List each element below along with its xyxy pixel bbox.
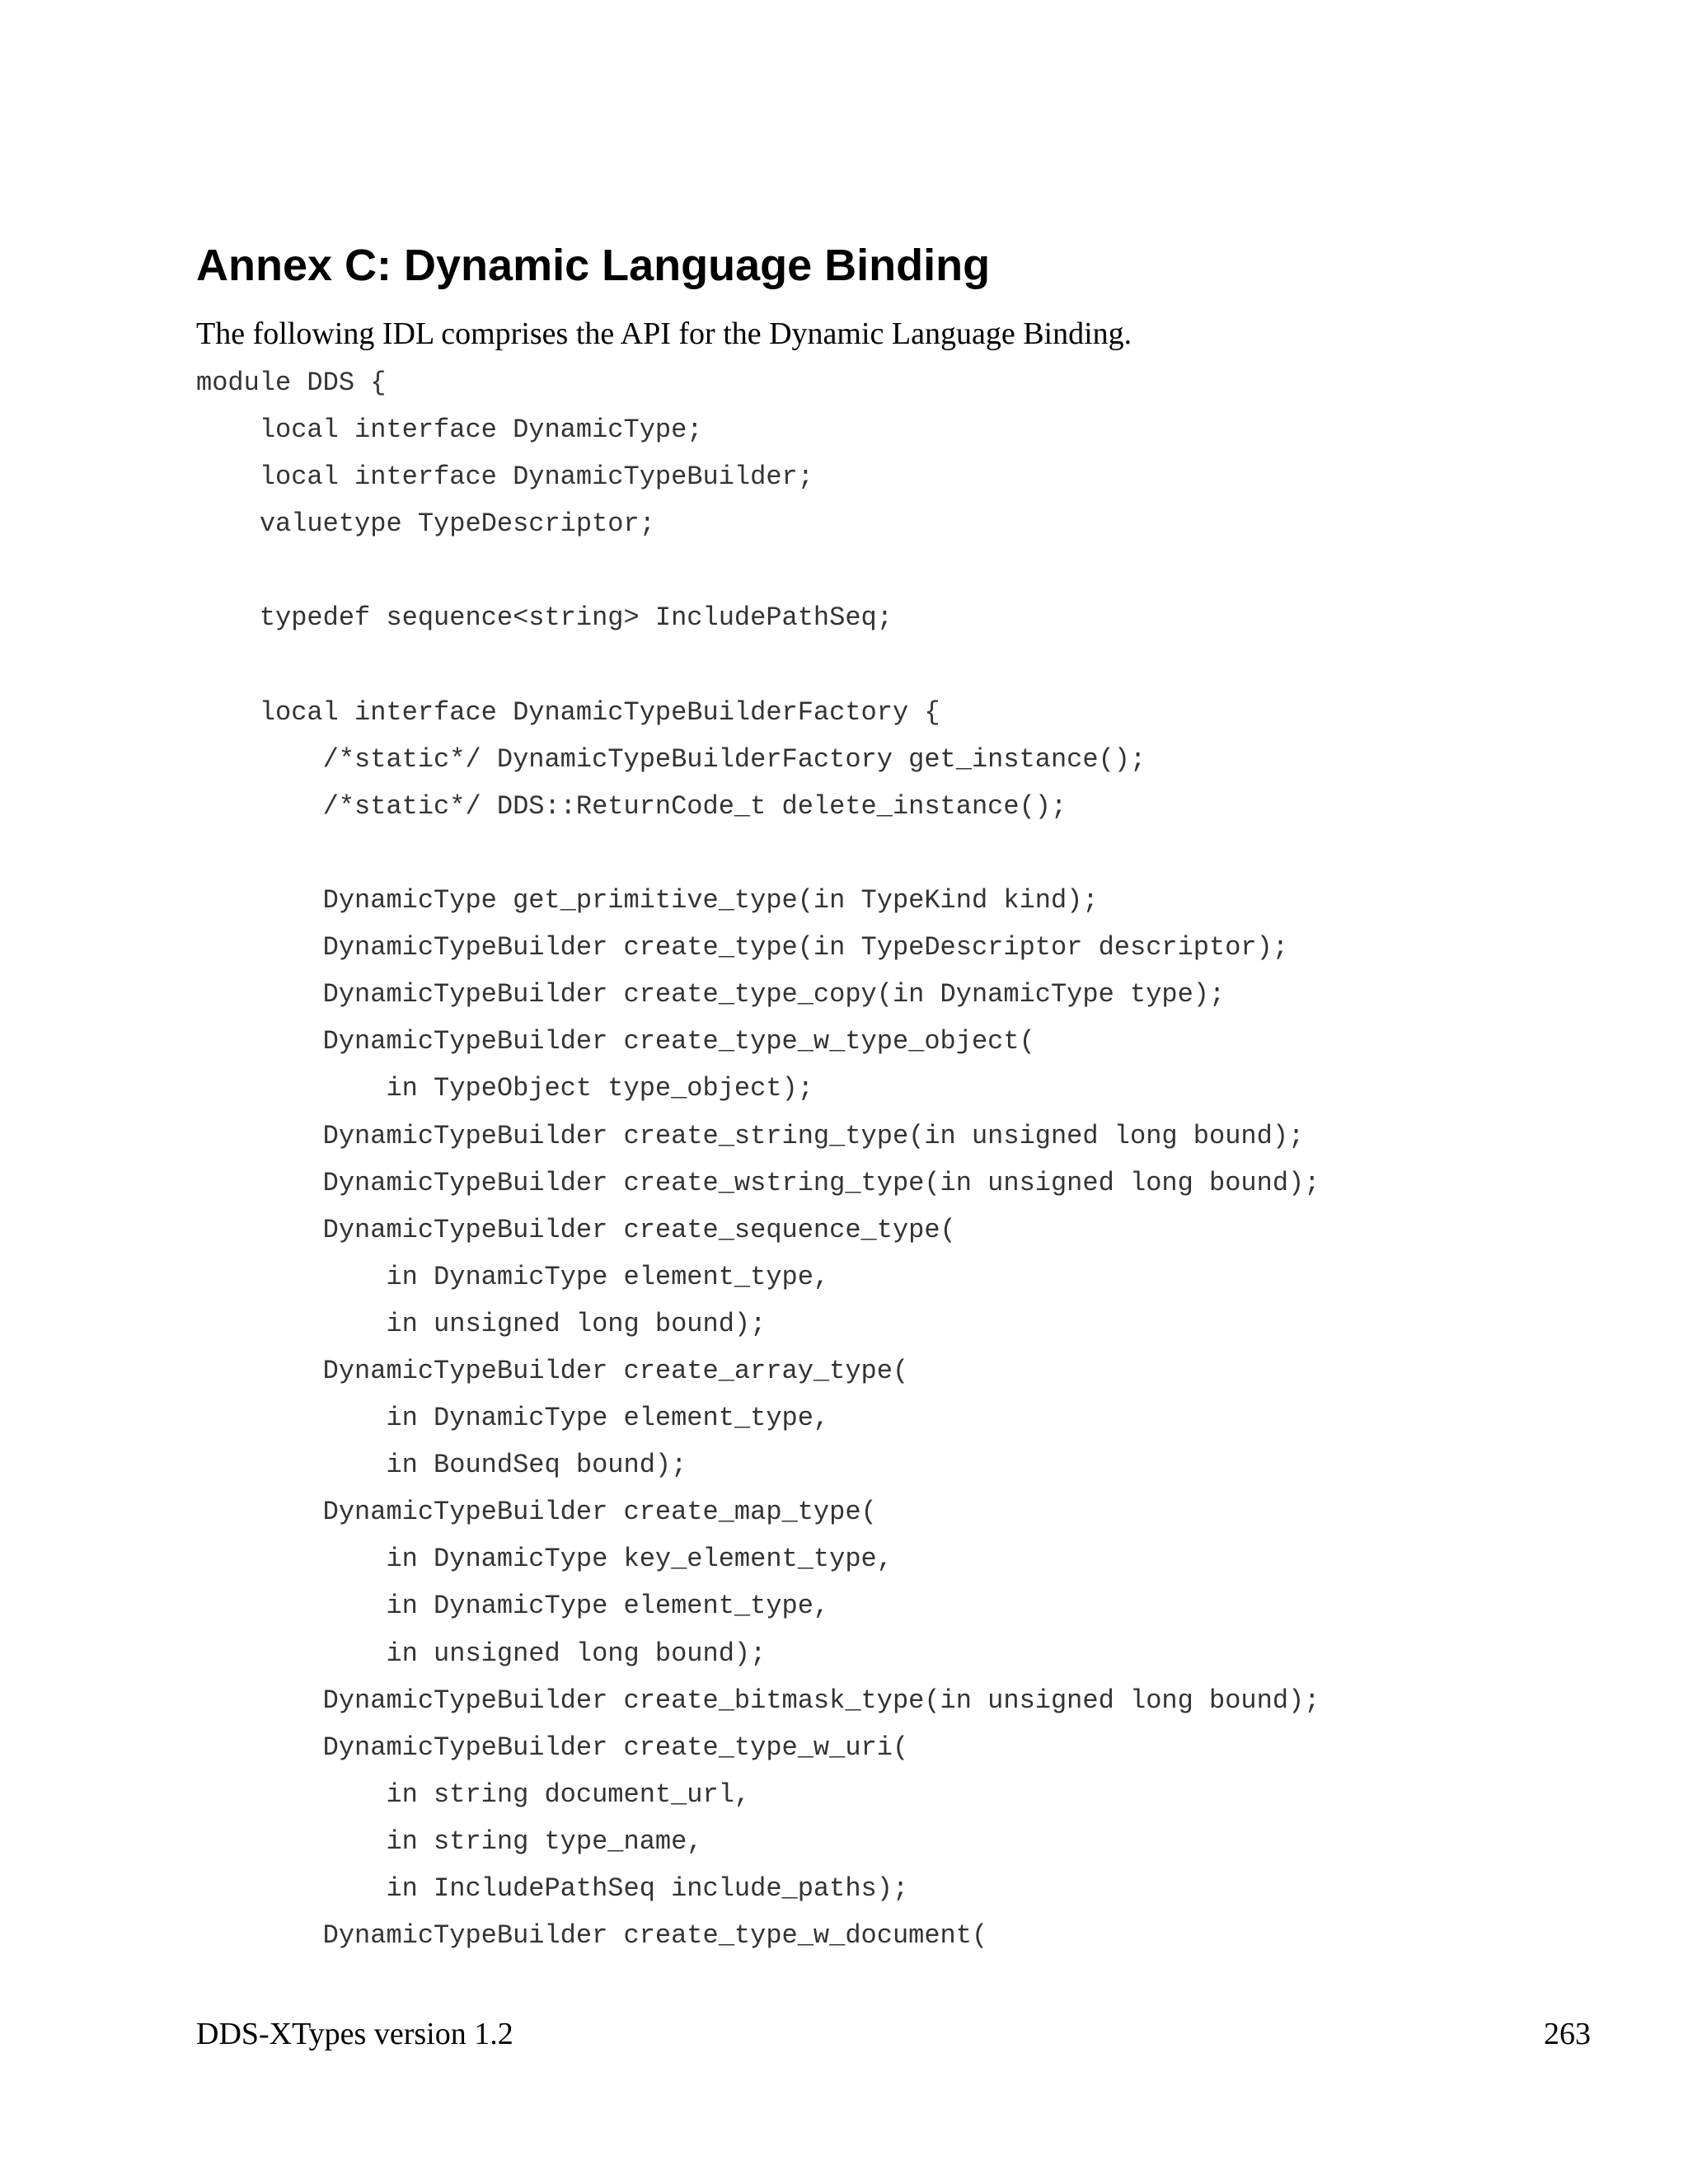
code-line: DynamicTypeBuilder create_type_w_type_object( (196, 1026, 1035, 1057)
code-line: in string type_name, (196, 1825, 703, 1857)
code-line (196, 830, 1320, 877)
code-line: DynamicType get_primitive_type(in TypeKind kind); (196, 885, 1099, 916)
code-line: module DDS { (196, 368, 387, 398)
code-line (196, 547, 1320, 594)
code-line: DynamicTypeBuilder create_type(in TypeDescriptor descriptor); (196, 932, 1289, 963)
code-line: local interface DynamicTypeBuilder; (196, 462, 814, 493)
code-line: /*static*/ DDS::ReturnCode_t delete_instance(); (196, 790, 1067, 822)
code-line: in DynamicType key_element_type, (196, 1544, 893, 1575)
code-line: DynamicTypeBuilder create_map_type( (196, 1497, 877, 1528)
intro-paragraph: The following IDL comprises the API for the Dynamic Language Binding. (196, 316, 1132, 351)
footer-document-version: DDS-XTypes version 1.2 (196, 2017, 513, 2051)
code-line: DynamicTypeBuilder create_type_w_uri( (196, 1732, 909, 1763)
code-line: in DynamicType element_type, (196, 1261, 830, 1292)
code-line: DynamicTypeBuilder create_type_w_document( (196, 1920, 988, 1952)
code-line: DynamicTypeBuilder create_type_copy(in DynamicType type); (196, 979, 1226, 1010)
code-line: in unsigned long bound); (196, 1308, 767, 1339)
code-line: DynamicTypeBuilder create_array_type( (196, 1355, 909, 1386)
code-line (196, 642, 1320, 689)
code-line: in string document_url, (196, 1779, 751, 1810)
code-line: DynamicTypeBuilder create_sequence_type( (196, 1214, 956, 1245)
code-line: in DynamicType element_type, (196, 1403, 830, 1434)
idl-code-block (196, 359, 1320, 1959)
code-line: in IncludePathSeq include_paths); (196, 1873, 909, 1904)
code-line: DynamicTypeBuilder create_wstring_type(in unsigned long bound); (196, 1167, 1320, 1198)
code-line: in DynamicType element_type, (196, 1591, 830, 1622)
code-line: /*static*/ DynamicTypeBuilderFactory get_instance(); (196, 743, 1146, 775)
code-line: DynamicTypeBuilder create_bitmask_type(in unsigned long bound); (196, 1685, 1320, 1716)
code-line: DynamicTypeBuilder create_string_type(in unsigned long bound); (196, 1120, 1305, 1151)
code-line: in BoundSeq bound); (196, 1450, 687, 1481)
code-line: in TypeObject type_object); (196, 1073, 814, 1104)
code-line: valuetype TypeDescriptor; (196, 509, 655, 540)
code-line: typedef sequence<string> IncludePathSeq; (196, 602, 893, 634)
code-line: in unsigned long bound); (196, 1638, 767, 1669)
footer-page-number: 263 (1544, 2017, 1591, 2051)
code-line: local interface DynamicType; (196, 415, 703, 446)
code-line: local interface DynamicTypeBuilderFactory { (196, 696, 940, 728)
section-heading: Annex C: Dynamic Language Binding (196, 241, 991, 290)
